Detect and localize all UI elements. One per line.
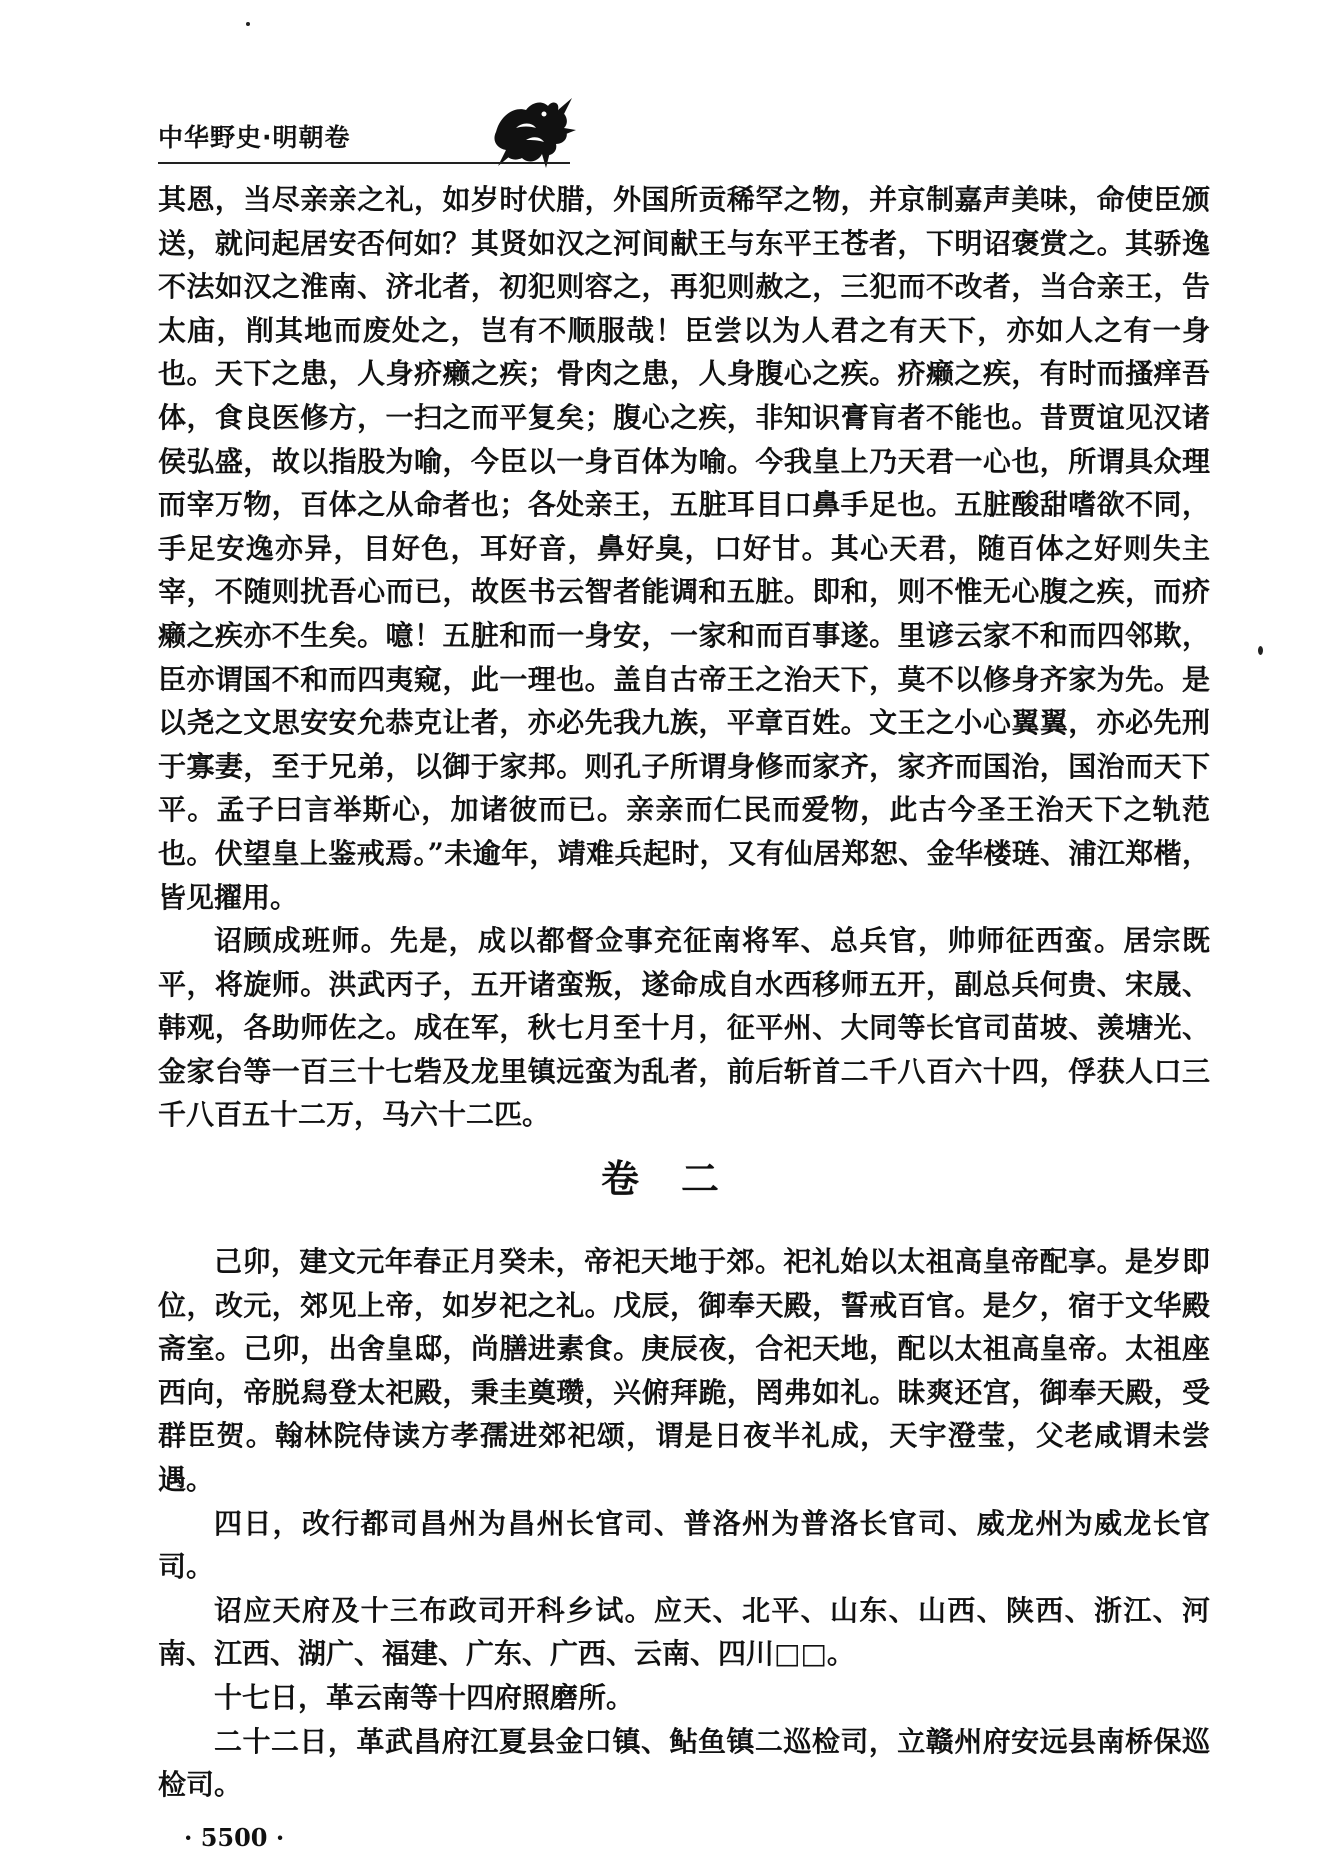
scan-speck xyxy=(246,22,250,26)
paragraph: 其恩，当尽亲亲之礼，如岁时伏腊，外国所贡稀罕之物，并京制嘉声美味，命使臣颁送，就问起居安否何如？其贤如汉之河间献王与东平王苍者，下明诏褒赏之。其骄逸不法如汉之淮南、济北者，初犯则容之，再犯则赦之，三犯而不改者，当合亲王，告太庙，削其地而废处之，岂有不顺服哉！臣尝以为人君之有天下，亦如人之有一身也。天下之患，人身疥癞之疾；骨肉之患，人身腹心之疾。疥癞之疾，有时而搔痒吾体，食良医修方，一扫之而平复矣；腹心之疾，非知识膏肓者不能也。昔贾谊见汉诸侯弘盛，故以指股为喻，今臣以一身百体为喻。今我皇上乃天君一心也，所谓具众理而宰万物，百体之从命者也；各处亲王，五脏耳目口鼻手足也。五脏酸甜嗜欲不同，手足安逸亦异，目好色，耳好音，鼻好臭，口好甘。其心天君，随百体之好则失主宰，不随则扰吾心而已，故医书云智者能调和五脏。即和，则不惟无心腹之疾，而疥癞之疾亦不生矣。噫！五脏和而一身安，一家和而百事遂。里谚云家不和而四邻欺，臣亦谓国不和而四夷窥，此一理也。盖自古帝王之治天下，莫不以修身齐家为先。是以尧之文思安安允恭克让者，亦必先我九族，平章百姓。文王之小心翼翼，亦必先刑于寡妻，至于兄弟，以御于家邦。则孔子所谓身修而家齐，家齐而国治，国治而天下平。孟子曰言举斯心，加诸彼而已。亲亲而仁民而爱物，此古今圣王治天下之轨范也。伏望皇上鉴戒焉。”未逾年，靖难兵起时，又有仙居郑恕、金华楼琏、浦江郑楷，皆见擢用。 xyxy=(158,183,1210,914)
section-two-body xyxy=(158,1240,1210,1807)
header-rule xyxy=(158,162,570,164)
paragraph: 四日，改行都司昌州为昌州长官司、普洛州为普洛长官司、威龙州为威龙长官司。 xyxy=(158,1506,1210,1584)
paragraph: 诏应天府及十三布政司开科乡试。应天、北平、山东、山西、陕西、浙江、河南、江西、湖广、福建、广东、广西、云南、四川□□。 xyxy=(158,1593,1210,1671)
scan-speck xyxy=(1258,646,1263,655)
chapter-title: 卷 二 xyxy=(600,1157,721,1201)
paragraph: 十七日，革云南等十四府照磨所。 xyxy=(214,1680,635,1714)
section-one-body xyxy=(158,178,1210,1137)
page-number: · 5500 · xyxy=(184,1823,285,1852)
paragraph: 诏顾成班师。先是，成以都督佥事充征南将军、总兵官，帅师征西蛮。居宗既平，将旋师。洪武丙子，五开诸蛮叛，遂命成自水西移师五开，副总兵何贵、宋晟、韩观，各助师佐之。成在军，秋七月至十月，征平州、大同等长官司苗坡、羡塘光、金家台等一百三十七砦及龙里镇远蛮为乱者，前后斩首二千八百六十四，俘获人口三千八百五十二万，马六十二匹。 xyxy=(158,924,1210,1132)
dragon-emblem-icon xyxy=(486,92,578,170)
running-head-title: 中华野史·明朝卷 xyxy=(158,123,351,152)
paragraph: 己卯，建文元年春正月癸未，帝祀天地于郊。祀礼始以太祖高皇帝配享。是岁即位，改元，郊见上帝，如岁祀之礼。戊辰，御奉天殿，誓戒百官。是夕，宿于文华殿斋室。己卯，出舍皇邸，尚膳进素食。庚辰夜，合祀天地，配以太祖高皇帝。太祖座西向，帝脱舄登太祀殿，秉圭奠瓒，兴俯拜跪，罔弗如礼。昧爽还宫，御奉天殿，受群臣贺。翰林院侍读方孝孺进郊祀颂，谓是日夜半礼成，天宇澄莹，父老咸谓未尝遇。 xyxy=(158,1245,1210,1496)
paragraph: 二十二日，革武昌府江夏县金口镇、鲇鱼镇二巡检司，立赣州府安远县南桥保巡检司。 xyxy=(158,1724,1210,1802)
